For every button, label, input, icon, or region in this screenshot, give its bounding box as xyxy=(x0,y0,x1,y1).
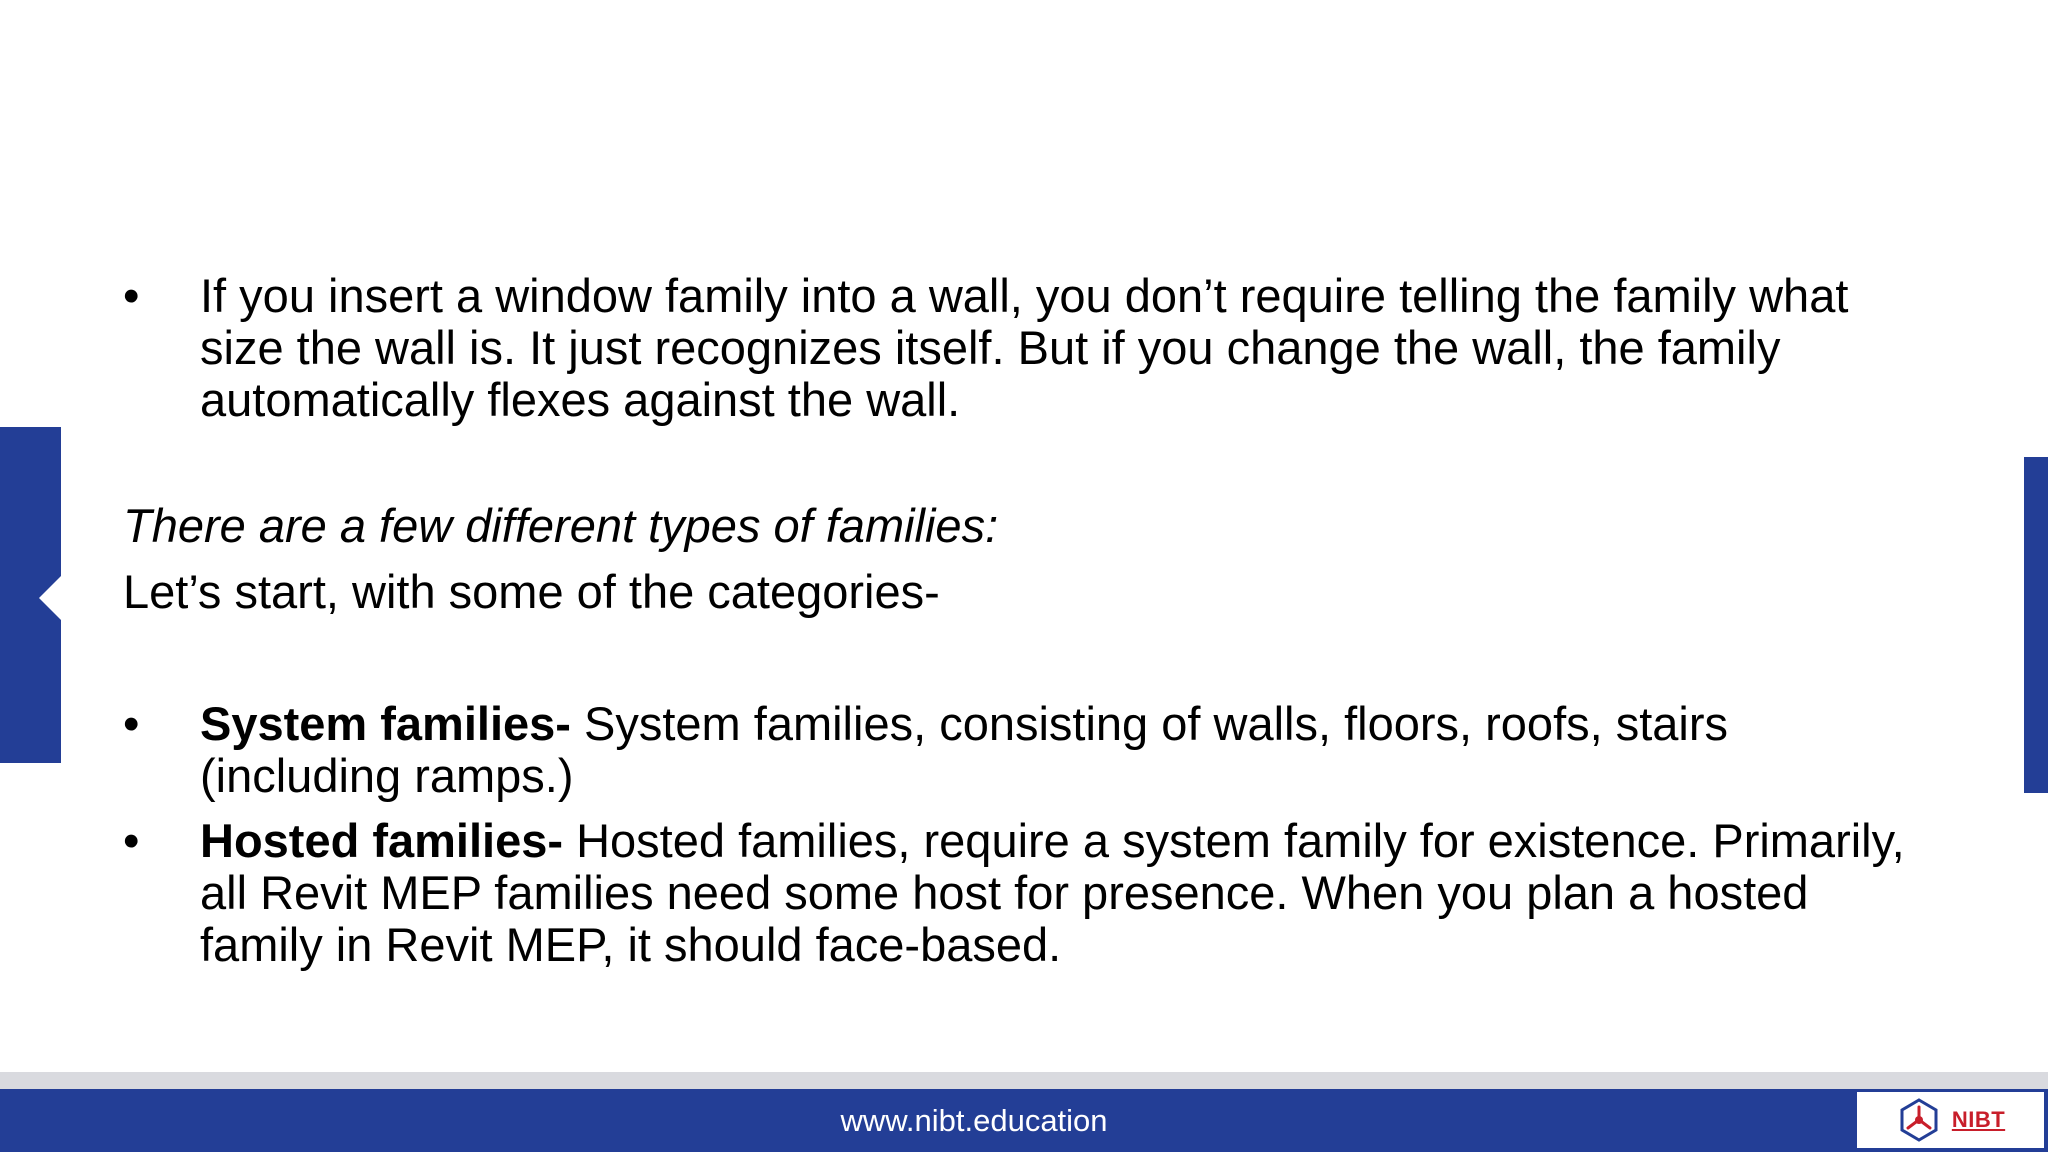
slide-content xyxy=(123,270,1923,971)
bullet-term: System families- xyxy=(200,697,571,750)
nibt-logo xyxy=(1857,1092,2044,1148)
bullet-dot: • xyxy=(123,814,140,867)
bullet-text: Hosted families, require a system family for existence. Primarily, all Revit MEP families need some host for presence. When you plan a hosted family in Revit MEP, it should face-based. xyxy=(200,814,1905,971)
left-nav-tab[interactable] xyxy=(0,427,61,763)
footer-url[interactable]: www.nibt.education xyxy=(840,1103,1108,1138)
footer-divider xyxy=(0,1072,2048,1089)
bullet-dot: • xyxy=(123,697,140,750)
categories-intro: Let’s start, with some of the categories- xyxy=(123,565,940,618)
right-nav-tab[interactable] xyxy=(2024,457,2048,793)
footer-bar xyxy=(0,1089,2048,1152)
chevron-left-icon xyxy=(0,427,61,763)
nibt-logo-text: NIBT xyxy=(1951,1107,2006,1132)
bullet-term: Hosted families- xyxy=(200,814,564,867)
bullet-hosted-families xyxy=(123,815,1923,971)
bullet-text: If you insert a window family into a wall, you don’t require telling the family what size the wall is. It just recognizes itself. But if you change the wall, the family automatically flexes against the wall. xyxy=(200,269,1849,426)
nibt-emblem-icon xyxy=(1896,1097,1942,1143)
bullet-window-family xyxy=(123,270,1923,426)
bullet-text: System families, consisting of walls, floors, roofs, stairs (including ramps.) xyxy=(200,697,1729,802)
families-intro-heading: There are a few different types of families: xyxy=(123,499,999,552)
bullet-system-families xyxy=(123,698,1923,802)
bullet-dot: • xyxy=(123,269,140,322)
